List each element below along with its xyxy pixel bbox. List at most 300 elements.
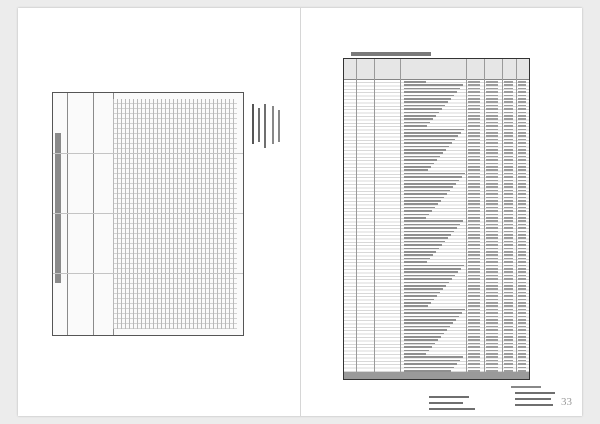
table-cell-blur xyxy=(468,312,480,314)
table-row-label-blur xyxy=(404,207,435,209)
table-row-label-blur xyxy=(404,105,445,107)
table-cell-blur xyxy=(468,322,480,324)
table-cell-blur xyxy=(518,149,526,151)
table-cell-blur xyxy=(518,271,526,273)
table-cell-blur xyxy=(518,98,526,100)
table-cell-blur xyxy=(518,84,526,86)
table-cell-blur xyxy=(468,156,480,158)
table-cell-blur xyxy=(518,159,526,161)
table-cell-blur xyxy=(486,186,498,188)
table-cell-blur xyxy=(504,217,513,219)
table-cell-blur xyxy=(486,356,498,358)
table-cell-blur xyxy=(486,244,498,246)
table-row-label-blur xyxy=(404,91,457,93)
data-table xyxy=(343,58,530,380)
table-row-label-blur xyxy=(404,84,463,86)
table-row-label-blur xyxy=(404,163,434,165)
table-cell-blur xyxy=(486,91,498,93)
table-cell-blur xyxy=(486,193,498,195)
table-cell-blur xyxy=(486,360,498,362)
table-cell-blur xyxy=(504,244,513,246)
table-cell-blur xyxy=(518,142,526,144)
table-cell-blur xyxy=(468,305,480,307)
table-cell-blur xyxy=(486,312,498,314)
table-cell-blur xyxy=(468,353,480,355)
table-cell-blur xyxy=(468,336,480,338)
table-cell-blur xyxy=(518,258,526,260)
table-cell-blur xyxy=(518,101,526,103)
table-cell-blur xyxy=(504,203,513,205)
table-cell-blur xyxy=(504,360,513,362)
table-cell-blur xyxy=(486,353,498,355)
table-cell-blur xyxy=(468,190,480,192)
table-cell-blur xyxy=(486,118,498,120)
table-cell-blur xyxy=(518,316,526,318)
table-cell-blur xyxy=(486,322,498,324)
table-cell-blur xyxy=(504,288,513,290)
table-column-line xyxy=(466,59,467,379)
table-cell-blur xyxy=(468,176,480,178)
table-cell-blur xyxy=(504,302,513,304)
table-cell-blur xyxy=(486,152,498,154)
table-cell-blur xyxy=(486,129,498,131)
table-cell-blur xyxy=(518,139,526,141)
table-cell-blur xyxy=(486,217,498,219)
table-cell-blur xyxy=(504,81,513,83)
table-column-line xyxy=(93,93,94,335)
table-cell-blur xyxy=(486,333,498,335)
table-cell-blur xyxy=(468,285,480,287)
table-row-label-blur xyxy=(404,231,454,233)
table-column-line xyxy=(67,93,68,335)
table-cell-blur xyxy=(486,176,498,178)
table-cell-blur xyxy=(504,197,513,199)
table-cell-blur xyxy=(486,248,498,250)
table-cell-blur xyxy=(486,115,498,117)
table-cell-blur xyxy=(504,122,513,124)
table-cell-blur xyxy=(468,200,480,202)
table-cell-blur xyxy=(518,295,526,297)
table-cell-blur xyxy=(486,88,498,90)
table-row-label-blur xyxy=(404,258,430,260)
table-row-line xyxy=(53,273,243,274)
table-cell-blur xyxy=(486,237,498,239)
table-cell-blur xyxy=(486,142,498,144)
table-cell-blur xyxy=(468,299,480,301)
table-cell-blur xyxy=(468,217,480,219)
table-cell-blur xyxy=(504,265,513,267)
table-cell-blur xyxy=(504,84,513,86)
table-cell-blur xyxy=(486,231,498,233)
table-cell-blur xyxy=(518,169,526,171)
table-cell-blur xyxy=(504,268,513,270)
table-cell-blur xyxy=(486,309,498,311)
table-cell-blur xyxy=(518,333,526,335)
table-row-label-blur xyxy=(404,115,436,117)
table-cell-blur xyxy=(486,200,498,202)
table-cell-blur xyxy=(518,285,526,287)
table-row-label-blur xyxy=(404,275,455,277)
table-cell-blur xyxy=(504,316,513,318)
table-cell-blur xyxy=(486,159,498,161)
table-column-line xyxy=(516,59,517,379)
table-cell-blur xyxy=(518,265,526,267)
table-row-label-blur xyxy=(404,288,443,290)
table-row-label-blur xyxy=(404,217,426,219)
table-cell-blur xyxy=(504,241,513,243)
table-cell-blur xyxy=(518,88,526,90)
table-cell-blur xyxy=(468,346,480,348)
table-cell-blur xyxy=(504,356,513,358)
table-cell-blur xyxy=(486,363,498,365)
table-row-label-blur xyxy=(404,346,432,348)
table-cell-blur xyxy=(518,339,526,341)
table-cell-blur xyxy=(504,152,513,154)
table-row-label-blur xyxy=(404,350,429,352)
table-cell-blur xyxy=(518,251,526,253)
table-row-label-blur xyxy=(404,353,426,355)
table-cell-blur xyxy=(468,251,480,253)
table-cell-blur xyxy=(486,149,498,151)
table-cell-blur xyxy=(468,142,480,144)
table-cell-blur xyxy=(486,251,498,253)
table-cell-blur xyxy=(468,295,480,297)
table-cell-blur xyxy=(504,319,513,321)
table-cell-blur xyxy=(518,193,526,195)
table-row-label-blur xyxy=(404,129,464,131)
document-spread xyxy=(18,8,582,416)
table-cell-blur xyxy=(518,91,526,93)
table-cell-blur xyxy=(468,333,480,335)
table-cell-blur xyxy=(504,183,513,185)
table-cell-blur xyxy=(468,139,480,141)
table-cell-blur xyxy=(518,367,526,369)
table-cell-blur xyxy=(486,81,498,83)
table-cell-blur xyxy=(468,261,480,263)
table-cell-blur xyxy=(468,227,480,229)
table-cell-blur xyxy=(504,163,513,165)
table-row-label-blur xyxy=(404,101,448,103)
table-cell-blur xyxy=(486,156,498,158)
table-cell-blur xyxy=(504,105,513,107)
table-cell-blur xyxy=(504,166,513,168)
table-row-label-blur xyxy=(404,333,444,335)
table-cell-blur xyxy=(504,169,513,171)
table-cell-blur xyxy=(468,356,480,358)
table-cell-blur xyxy=(486,271,498,273)
table-cell-blur xyxy=(518,309,526,311)
table-row-label-blur xyxy=(404,336,441,338)
table-row-label-blur xyxy=(404,244,442,246)
table-cell-blur xyxy=(468,197,480,199)
table-row-label-blur xyxy=(404,186,453,188)
table-cell-blur xyxy=(486,234,498,236)
table-column-line xyxy=(356,59,357,379)
table-cell-blur xyxy=(518,261,526,263)
table-cell-blur xyxy=(486,343,498,345)
table-cell-blur xyxy=(468,159,480,161)
table-cell-blur xyxy=(518,241,526,243)
table-row-label-blur xyxy=(404,248,439,250)
table-cell-blur xyxy=(486,135,498,137)
table-cell-blur xyxy=(504,173,513,175)
table-cell-blur xyxy=(468,203,480,205)
table-row-label-blur xyxy=(404,339,438,341)
table-cell-blur xyxy=(486,227,498,229)
table-cell-blur xyxy=(504,159,513,161)
table-title xyxy=(351,52,431,56)
table-cell-blur xyxy=(468,244,480,246)
table-cell-blur xyxy=(518,180,526,182)
table-cell-blur xyxy=(468,316,480,318)
table-cell-blur xyxy=(468,101,480,103)
table-cell-blur xyxy=(468,129,480,131)
table-cell-blur xyxy=(468,122,480,124)
table-cell-blur xyxy=(486,84,498,86)
table-cell-blur xyxy=(518,254,526,256)
table-row-label-blur xyxy=(404,295,437,297)
table-cell-blur xyxy=(468,169,480,171)
table-row-label-blur xyxy=(404,139,455,141)
table-cell-blur xyxy=(518,166,526,168)
table-cell-blur xyxy=(504,258,513,260)
table-cell-blur xyxy=(504,322,513,324)
table-row-label-blur xyxy=(404,292,440,294)
table-cell-blur xyxy=(486,305,498,307)
table-row-label-blur xyxy=(404,156,440,158)
table-cell-blur xyxy=(504,132,513,134)
table-cell-blur xyxy=(486,101,498,103)
table-row-label-blur xyxy=(404,220,463,222)
table-column-line xyxy=(400,59,401,379)
table-cell-blur xyxy=(486,295,498,297)
table-cell-blur xyxy=(468,258,480,260)
table-cell-blur xyxy=(504,271,513,273)
table-row-label-blur xyxy=(404,169,428,171)
table-row-label-blur xyxy=(404,197,444,199)
table-cell-blur xyxy=(468,265,480,267)
table-cell-blur xyxy=(486,197,498,199)
table-cell-blur xyxy=(468,108,480,110)
table-cell-blur xyxy=(504,251,513,253)
table-cell-blur xyxy=(468,166,480,168)
table-cell-blur xyxy=(518,231,526,233)
table-cell-blur xyxy=(504,108,513,110)
table-cell-blur xyxy=(504,367,513,369)
table-row-label-blur xyxy=(404,159,437,161)
table-cell-blur xyxy=(468,132,480,134)
table-cell-blur xyxy=(518,173,526,175)
table-cell-blur xyxy=(504,292,513,294)
table-cell-blur xyxy=(518,350,526,352)
signature-block xyxy=(429,394,489,416)
table-cell-blur xyxy=(486,108,498,110)
table-cell-blur xyxy=(486,329,498,331)
table-cell-blur xyxy=(486,122,498,124)
table-cell-blur xyxy=(518,112,526,114)
table-cell-blur xyxy=(504,305,513,307)
table-cell-blur xyxy=(468,231,480,233)
table-cell-blur xyxy=(518,163,526,165)
table-cell-blur xyxy=(468,95,480,97)
table-cell-blur xyxy=(468,237,480,239)
table-cell-blur xyxy=(518,200,526,202)
table-cell-blur xyxy=(468,350,480,352)
table-column-line xyxy=(484,59,485,379)
rotated-table-body xyxy=(113,99,237,329)
table-cell-blur xyxy=(518,288,526,290)
table-row-label-blur xyxy=(404,193,447,195)
table-row-label-blur xyxy=(404,309,465,311)
table-cell-blur xyxy=(468,163,480,165)
table-cell-blur xyxy=(504,227,513,229)
table-cell-blur xyxy=(486,326,498,328)
table-cell-blur xyxy=(486,258,498,260)
table-cell-blur xyxy=(486,95,498,97)
table-row-label-blur xyxy=(404,125,427,127)
table-cell-blur xyxy=(518,370,526,372)
table-row-label-blur xyxy=(404,149,446,151)
table-cell-blur xyxy=(486,241,498,243)
table-cell-blur xyxy=(486,350,498,352)
table-cell-blur xyxy=(504,129,513,131)
table-cell-blur xyxy=(518,299,526,301)
table-cell-blur xyxy=(486,210,498,212)
table-cell-blur xyxy=(504,142,513,144)
table-cell-blur xyxy=(486,254,498,256)
table-cell-blur xyxy=(504,363,513,365)
table-cell-blur xyxy=(468,282,480,284)
table-row-label-blur xyxy=(404,98,451,100)
table-row-label-blur xyxy=(404,135,458,137)
table-cell-blur xyxy=(518,129,526,131)
table-cell-blur xyxy=(486,275,498,277)
table-row-label-blur xyxy=(404,176,462,178)
table-cell-blur xyxy=(518,234,526,236)
table-cell-blur xyxy=(486,125,498,127)
table-row-label-blur xyxy=(404,319,456,321)
table-row-label-blur xyxy=(404,214,429,216)
table-cell-blur xyxy=(486,367,498,369)
table-cell-blur xyxy=(518,356,526,358)
table-row-label-blur xyxy=(404,322,453,324)
table-cell-blur xyxy=(518,95,526,97)
table-row-label-blur xyxy=(404,299,434,301)
table-cell-blur xyxy=(518,186,526,188)
table-cell-blur xyxy=(504,149,513,151)
table-cell-blur xyxy=(518,118,526,120)
table-row-label-blur xyxy=(404,278,452,280)
table-cell-blur xyxy=(486,203,498,205)
table-cell-blur xyxy=(504,285,513,287)
table-cell-blur xyxy=(486,282,498,284)
table-cell-blur xyxy=(518,248,526,250)
table-cell-blur xyxy=(468,302,480,304)
table-cell-blur xyxy=(504,176,513,178)
table-row-label-blur xyxy=(404,108,442,110)
table-cell-blur xyxy=(486,180,498,182)
table-cell-blur xyxy=(468,343,480,345)
table-cell-blur xyxy=(518,183,526,185)
table-cell-blur xyxy=(486,146,498,148)
table-cell-blur xyxy=(468,339,480,341)
table-row-line xyxy=(53,213,243,214)
table-cell-blur xyxy=(468,88,480,90)
table-cell-blur xyxy=(518,312,526,314)
table-cell-blur xyxy=(518,135,526,137)
table-cell-blur xyxy=(518,217,526,219)
table-cell-blur xyxy=(504,326,513,328)
rotated-table xyxy=(52,92,244,336)
table-cell-blur xyxy=(468,363,480,365)
table-row-label-blur xyxy=(404,142,452,144)
table-cell-blur xyxy=(518,329,526,331)
table-cell-blur xyxy=(504,234,513,236)
table-cell-blur xyxy=(518,146,526,148)
table-row-label-blur xyxy=(404,367,454,369)
table-row-label-blur xyxy=(404,312,462,314)
table-row-label-blur xyxy=(404,88,460,90)
table-cell-blur xyxy=(504,339,513,341)
table-cell-blur xyxy=(518,319,526,321)
table-cell-blur xyxy=(486,139,498,141)
table-row-label-blur xyxy=(404,285,446,287)
table-cell-blur xyxy=(468,224,480,226)
table-cell-blur xyxy=(518,326,526,328)
table-cell-blur xyxy=(504,220,513,222)
table-cell-blur xyxy=(468,207,480,209)
table-cell-blur xyxy=(486,190,498,192)
table-cell-blur xyxy=(504,190,513,192)
table-row-label-blur xyxy=(404,305,428,307)
table-cell-blur xyxy=(468,146,480,148)
table-cell-blur xyxy=(504,146,513,148)
table-row-label-blur xyxy=(404,227,457,229)
table-cell-blur xyxy=(468,84,480,86)
table-cell-blur xyxy=(504,98,513,100)
table-cell-blur xyxy=(518,214,526,216)
table-cell-blur xyxy=(486,285,498,287)
table-row-label-blur xyxy=(404,203,438,205)
table-row-label-blur xyxy=(404,254,433,256)
table-cell-blur xyxy=(486,163,498,165)
table-cell-blur xyxy=(504,180,513,182)
table-cell-blur xyxy=(518,197,526,199)
table-cell-blur xyxy=(486,319,498,321)
table-cell-blur xyxy=(486,268,498,270)
table-cell-blur xyxy=(468,118,480,120)
table-cell-blur xyxy=(486,261,498,263)
table-row-label-blur xyxy=(404,261,427,263)
table-row-label-blur xyxy=(404,360,460,362)
table-cell-blur xyxy=(518,237,526,239)
table-cell-blur xyxy=(468,254,480,256)
table-cell-blur xyxy=(468,152,480,154)
table-cell-blur xyxy=(518,207,526,209)
table-cell-blur xyxy=(468,275,480,277)
table-row-label-blur xyxy=(404,146,449,148)
table-row-label-blur xyxy=(404,152,443,154)
table-cell-blur xyxy=(518,115,526,117)
table-cell-blur xyxy=(468,268,480,270)
table-cell-blur xyxy=(504,343,513,345)
table-cell-blur xyxy=(504,115,513,117)
table-cell-blur xyxy=(486,316,498,318)
table-cell-blur xyxy=(504,275,513,277)
table-cell-blur xyxy=(518,132,526,134)
table-cell-blur xyxy=(486,173,498,175)
table-row-label-blur xyxy=(404,95,454,97)
